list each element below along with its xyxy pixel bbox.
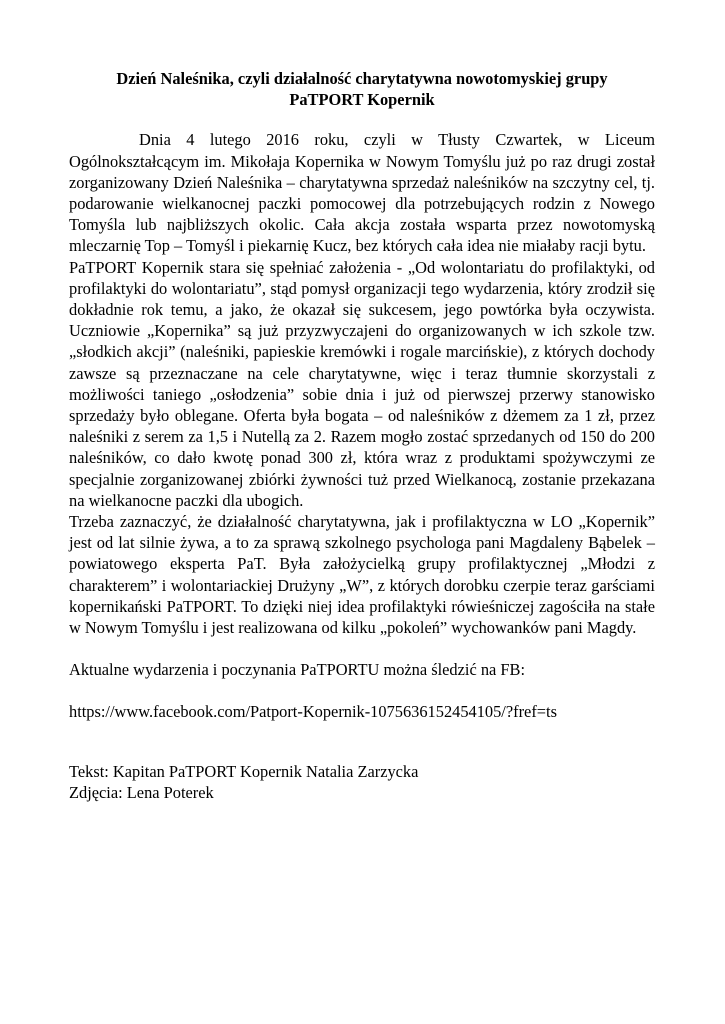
paragraph-3: Trzeba zaznaczyć, że działalność charytatywna, jak i profilaktyczna w LO „Kopernik” jest od lat silnie żywa, a to za sprawą szkolnego psychologa pani Magdaleny Bąbelek – powiatowego eksperta PaT. Była założycielką grupy profilaktycznej „Młodzi z charakterem” i wolontariackiej Drużyny „W”, z których dorobku czerpie teraz garściami kopernikański PaTPORT. To dzięki niej idea profilaktyki rówieśniczej zagościła na stałe w Nowym Tomyślu i jest realizowana od kilku „pokoleń” wychowanków pani Magdy. — [69, 512, 655, 638]
facebook-link[interactable]: https://www.facebook.com/Patport-Kopernik-1075636152454105/?fref=ts — [69, 702, 557, 722]
credit-photos-author: Zdjęcia: Lena Poterek — [69, 782, 214, 802]
fb-intro-text: Aktualne wydarzenia i poczynania PaTPORTU można śledzić na FB: — [69, 660, 526, 680]
credits-gap — [69, 723, 655, 761]
document-title-line-2: PaTPORT Kopernik — [289, 90, 435, 110]
paragraph-1: Dnia 4 lutego 2016 roku, czyli w Tłusty Czwartek, w Liceum Ogólnokształcącym im. Mikołaja Kopernika w Nowym Tomyślu już po raz drugi został zorganizowany Dzień Naleśnika – charytatywna sprzedaż naleśników na szczytny cel, tj. podarowanie wielkanocnej paczki pomocowej dla potrzebujących rodzin z Nowego Tomyśla lub najbliższych okolic. Cała akcja została wsparta przez nowotomyską mleczarnię Top – Tomyśl i piekarnię Kucz, bez których cała idea nie miałaby racji bytu. — [69, 130, 655, 256]
title-spacer — [69, 110, 655, 129]
link-gap — [69, 680, 655, 701]
document-title-line-1: Dzień Naleśnika, czyli działalność charytatywna nowotomyskiej grupy — [116, 69, 608, 88]
document-page — [69, 68, 655, 803]
section-gap — [69, 638, 655, 659]
credit-text-author: Tekst: Kapitan PaTPORT Kopernik Natalia Zarzycka — [69, 761, 419, 781]
paragraph-2: PaTPORT Kopernik stara się spełniać założenia - „Od wolontariatu do profilaktyki, od profilaktyki do wolontariatu”, stąd pomysł organizacji tego wydarzenia, który zrodził się dokładnie rok temu, a jako, że okazał się sukcesem, jego powtórka była oczywista. Uczniowie „Kopernika” są już przyzwyczajeni do organizowanych w ich szkole tzw. „słodkich akcji” (naleśniki, papieskie kremówki i rogale marcińskie), z których dochody zawsze są przeznaczane na cele charytatywne, więc i teraz tłumnie skorzystali z możliwości taniego „osłodzenia” sobie dnia i już od pierwszej przerwy stanowisko sprzedaży było oblegane. Oferta była bogata – od naleśników z dżemem za 1 zł, przez naleśniki z serem za 1,5 i Nutellą za 2. Razem mogło zostać sprzedanych od 150 do 200 naleśników, co dało kwotę ponad 300 zł, która wraz z produktami spożywczymi ze specjalnie zorganizowanej zbiórki żywności tuż przed Wielkanocą, zostanie przekazana na wielkanocne paczki dla ubogich. — [69, 257, 655, 510]
